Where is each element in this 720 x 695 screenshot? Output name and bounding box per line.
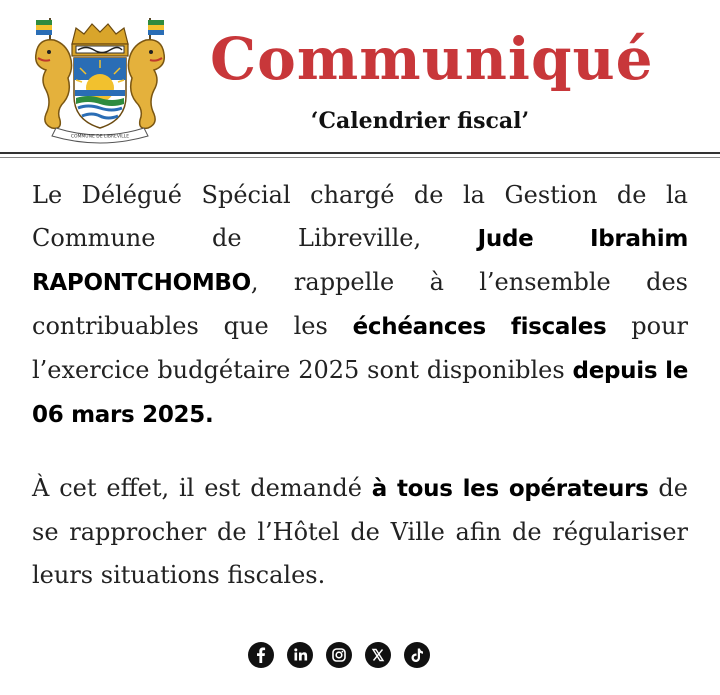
page-subtitle: ‘Calendrier fiscal’ — [310, 108, 530, 134]
p1-text-3: pour l’exercice budgétaire 2025 sont disponibles — [32, 312, 689, 384]
crest-ribbon-text: COMMUNE DE LIBREVILLE — [70, 134, 130, 140]
header — [0, 0, 720, 158]
page-title: Communiqué — [210, 25, 654, 93]
linkedin-icon[interactable] — [287, 642, 313, 668]
p2-text-1: À cet effet, il est demandé — [32, 474, 372, 502]
facebook-icon[interactable] — [248, 642, 274, 668]
x-icon[interactable] — [365, 642, 391, 668]
p1-text-1: Le Délégué Spécial chargé de la Gestion de la Commune de Libreville, — [32, 181, 688, 252]
paragraph-1 — [32, 174, 688, 437]
paragraph-2 — [32, 467, 688, 597]
p2-text-2: de se rapprocher de l’Hôtel de Ville afin de régulariser leurs situations fiscales. — [32, 474, 688, 589]
instagram-icon[interactable] — [326, 642, 352, 668]
announcement-body — [32, 174, 688, 597]
libreville-coat-of-arms — [16, 10, 184, 148]
p1-text-2: , rappelle à l’ensemble des contribuables que les — [32, 268, 688, 340]
delegate-name: Jude Ibrahim RAPONTCHOMBO — [32, 226, 688, 296]
tiktok-icon[interactable] — [404, 642, 430, 668]
header-divider — [0, 152, 720, 154]
operators-emphasis: à tous les opérateurs — [371, 476, 649, 502]
availability-date: depuis le 06 mars 2025. — [32, 358, 689, 428]
social-links — [248, 642, 430, 668]
fiscal-deadlines-emphasis: échéances fiscales — [352, 314, 607, 340]
header-divider-thin — [0, 157, 720, 158]
